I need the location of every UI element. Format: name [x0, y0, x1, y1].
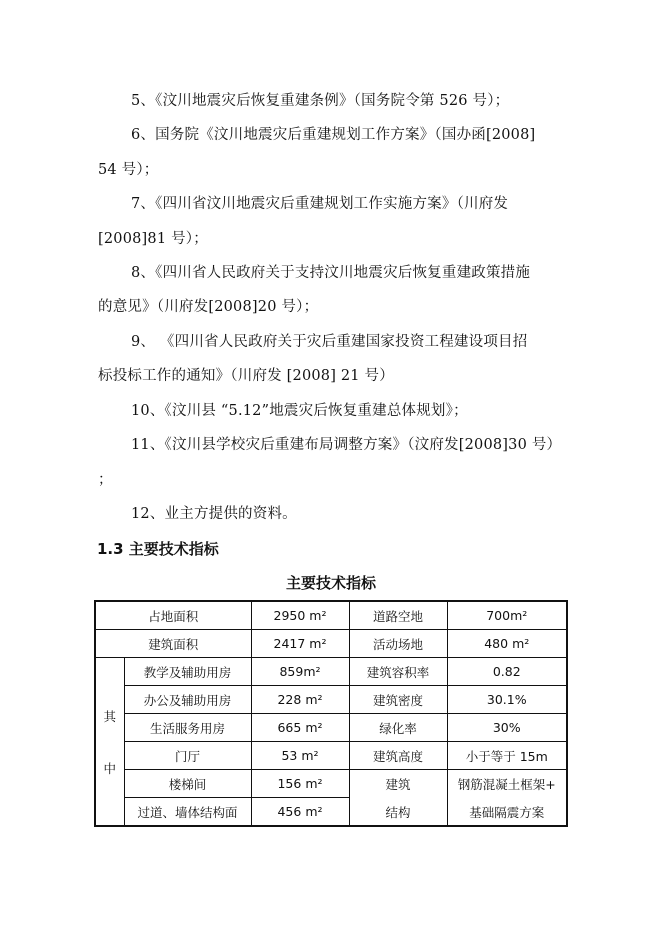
table-cell: 绿化率 [349, 714, 447, 742]
table-cell: 楼梯间 [124, 770, 251, 798]
structure-value-2: 基础隔震方案 [469, 804, 545, 820]
reference-item-9: 9、 《四川省人民政府关于灾后重建国家投资工程建设项目招 [131, 334, 528, 350]
table-cell: 456 m² [251, 798, 349, 827]
table-cell: 30.1% [447, 686, 567, 714]
structure-value-cell [447, 770, 567, 827]
table-row [95, 742, 567, 770]
structure-label-2: 结构 [385, 804, 411, 820]
table-cell: 665 m² [251, 714, 349, 742]
table-cell: 办公及辅助用房 [124, 686, 251, 714]
group-label-1: 其 [103, 708, 116, 724]
group-label-cell [95, 658, 124, 827]
table-cell: 53 m² [251, 742, 349, 770]
table-cell: 占地面积 [95, 601, 251, 630]
table-title: 主要技术指标 [285, 574, 376, 592]
table-cell: 门厅 [124, 742, 251, 770]
spec-table [94, 600, 568, 827]
table-cell: 教学及辅助用房 [124, 658, 251, 686]
table-cell: 建筑密度 [349, 686, 447, 714]
structure-label-1: 建筑 [385, 776, 411, 792]
table-cell: 小于等于 15m [447, 742, 567, 770]
reference-item-7: 7、《四川省汶川地震灾后重建规划工作实施方案》（川府发 [131, 196, 509, 212]
table-row [95, 714, 567, 742]
table-row [95, 686, 567, 714]
section-heading: 1.3 主要技术指标 [97, 540, 219, 558]
reference-item-7-cont: [2008]81 号）； [98, 231, 208, 247]
table-cell: 700m² [447, 601, 567, 630]
table-cell: 建筑容积率 [349, 658, 447, 686]
table-cell: 2417 m² [251, 630, 349, 658]
structure-value-1: 钢筋混凝土框架+ [457, 776, 556, 792]
table-cell: 活动场地 [349, 630, 447, 658]
table-cell: 建筑面积 [95, 630, 251, 658]
reference-item-10: 10、《汶川县 “5.12”地震灾后恢复重建总体规划》； [131, 403, 468, 419]
table-cell: 过道、墙体结构面 [124, 798, 251, 827]
reference-item-6: 6、国务院《汶川地震灾后重建规划工作方案》（国办函[2008] [131, 127, 536, 143]
reference-item-11: 11、《汶川县学校灾后重建布局调整方案》（汶府发[2008]30 号） [131, 437, 562, 453]
reference-item-12: 12、业主方提供的资料。 [131, 506, 297, 522]
table-cell: 0.82 [447, 658, 567, 686]
reference-item-6-cont: 54 号）； [98, 162, 159, 178]
table-cell: 480 m² [447, 630, 567, 658]
structure-label-cell [349, 770, 447, 827]
reference-item-9-cont: 标投标工作的通知》（川府发 [2008] 21 号） [98, 368, 394, 384]
reference-item-5: 5、《汶川地震灾后恢复重建条例》（国务院令第 526 号）； [131, 93, 510, 109]
table-cell: 156 m² [251, 770, 349, 798]
table-cell: 30% [447, 714, 567, 742]
table-row [95, 770, 567, 798]
table-row [95, 601, 567, 630]
table-row [95, 658, 567, 686]
reference-item-8: 8、《四川省人民政府关于支持汶川地震灾后恢复重建政策措施 [131, 265, 531, 281]
table-cell: 道路空地 [349, 601, 447, 630]
reference-item-11-cont: ； [98, 472, 113, 488]
table-row [95, 630, 567, 658]
table-cell: 859m² [251, 658, 349, 686]
group-label-2: 中 [103, 760, 116, 776]
table-cell: 228 m² [251, 686, 349, 714]
reference-item-8-cont: 的意见》（川府发[2008]20 号）； [98, 299, 319, 315]
table-cell: 建筑高度 [349, 742, 447, 770]
table-cell: 2950 m² [251, 601, 349, 630]
table-cell: 生活服务用房 [124, 714, 251, 742]
